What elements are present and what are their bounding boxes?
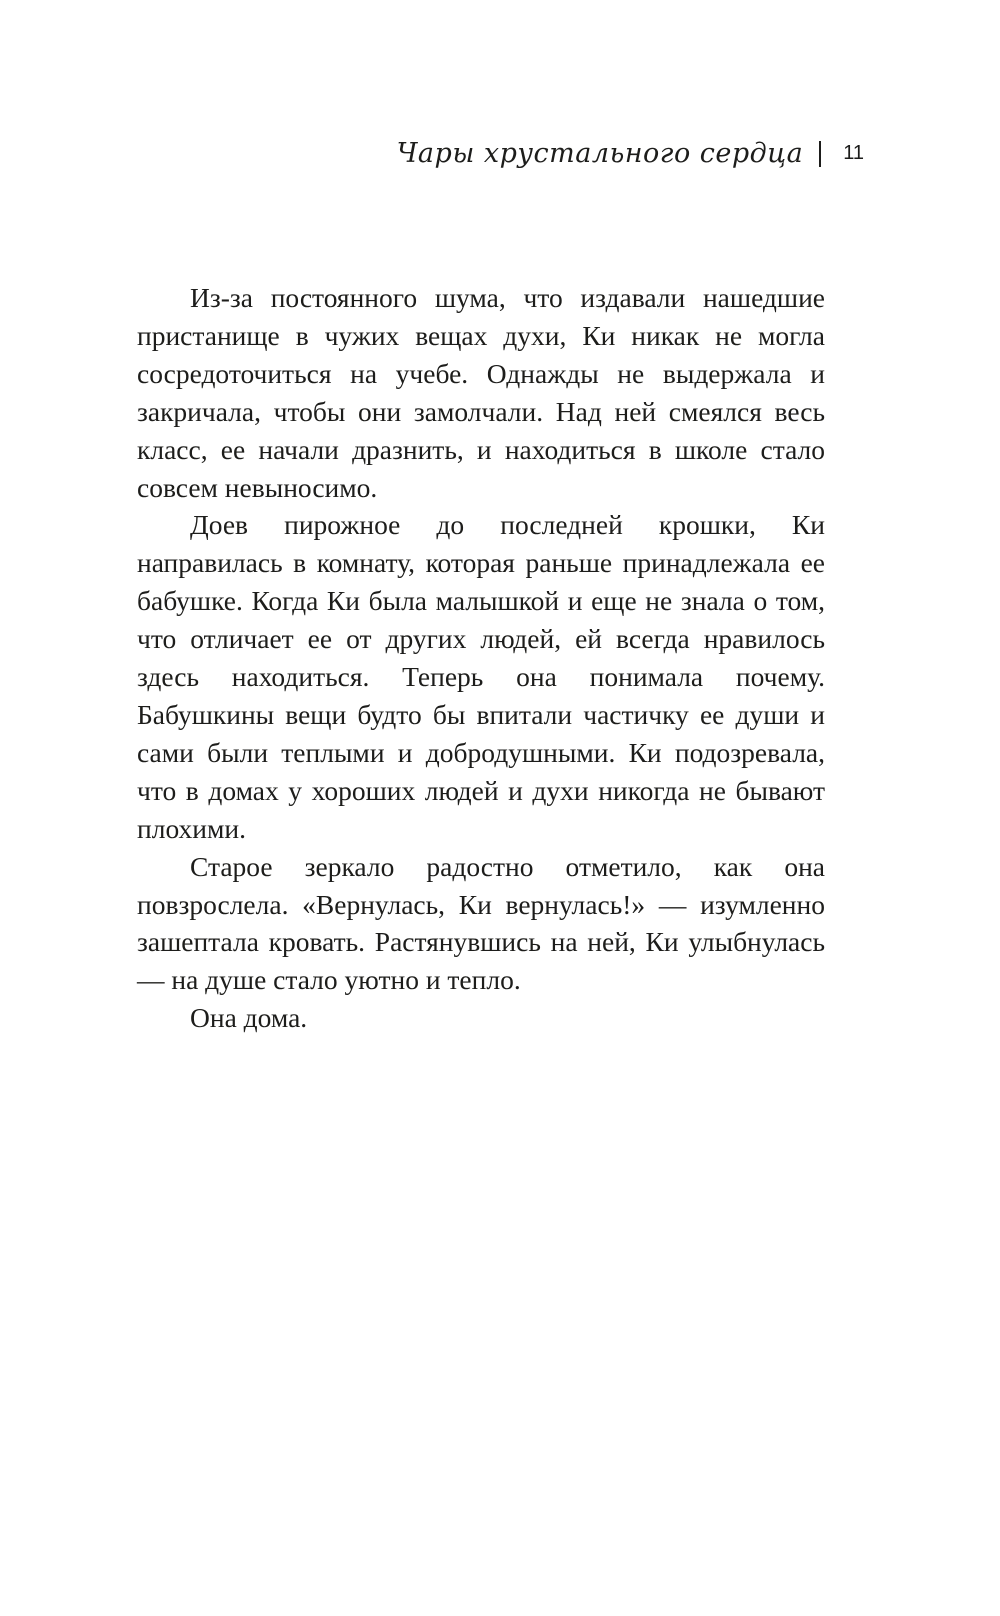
paragraph-4: Она дома. [190,1002,308,1034]
paragraph-3: Старое зеркало радостно отметило, как она повзрослела. «Вернулась, Ки вернулась!» — изумленно зашептала кровать. Растянувшись на ней, Ки улыбнулась — на душе стало уютно и тепло. [137,850,825,996]
page-number: 11 [843,142,864,164]
book-title: Чары хрустального сердца [396,138,804,169]
header-divider [819,141,821,167]
running-header [0,138,864,169]
paragraph-2: Доев пирожное до последней крошки, Ки направилась в комнату, которая раньше принадлежала ее бабушке. Когда Ки была малышкой и еще не знала о том, что отличает ее от других людей, ей всегда нравилось здесь находиться. Теперь она понимала почему. Бабушкины вещи будто бы впитали частичку ее души и сами были теплыми и добродушными. Ки подозревала, что в домах у хороших людей и духи никогда не бывают плохими. [137,509,825,844]
paragraph-1: Из-за постоянного шума, что издавали нашедшие пристанище в чужих вещах духи, Ки никак не могла сосредоточиться на учебе. Однажды не выдержала и закричала, чтобы они замолчали. Над ней смеялся весь класс, ее начали дразнить, и находиться в школе стало совсем невыносимо. [137,282,825,503]
body-text [137,279,825,1037]
